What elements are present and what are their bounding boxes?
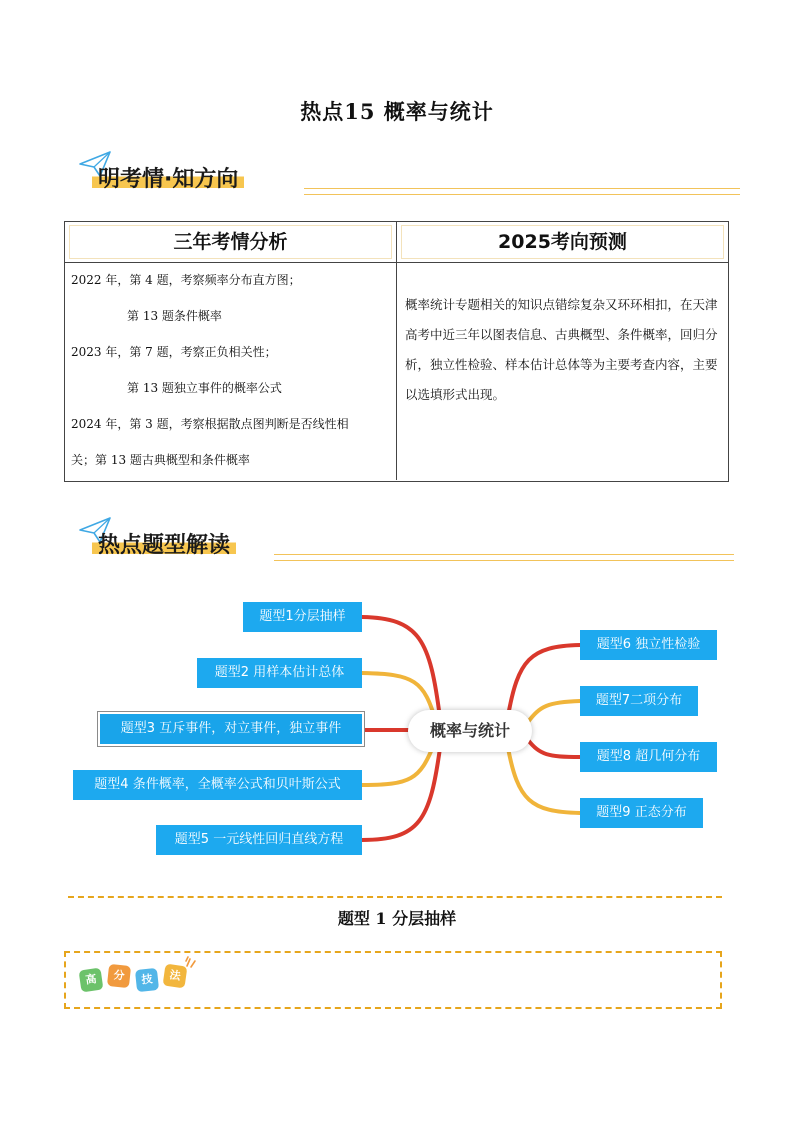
section-divider <box>68 896 722 898</box>
mindmap-node-type2[interactable]: 题型2 用样本估计总体 <box>197 658 362 688</box>
tip-badge: 法 <box>163 964 188 989</box>
mindmap-node-type8[interactable]: 题型8 超几何分布 <box>580 742 717 772</box>
mindmap-node-type1[interactable]: 题型1分层抽样 <box>243 602 362 632</box>
page-title: 热点15 概率与统计 <box>300 99 494 124</box>
mindmap-node-type7[interactable]: 题型7二项分布 <box>580 686 698 716</box>
table-header-forecast: 2025考向预测 <box>397 222 728 263</box>
analysis-line: 第 13 题独立事件的概率公式 <box>127 381 282 395</box>
section-banner: 热点题型解读 <box>92 528 236 554</box>
analysis-line: 第 13 题条件概率 <box>127 309 222 323</box>
mindmap-node-type3[interactable]: 题型3 互斥事件，对立事件，独立事件 <box>100 714 362 744</box>
tip-badge: 分 <box>107 964 131 988</box>
section-banner: 明考情·知方向 <box>92 162 244 188</box>
sparkle-icon <box>184 955 198 969</box>
analysis-line: 2024 年，第 3 题，考察根据散点图判断是否线性相 <box>71 417 349 431</box>
topic-title: 题型 1 分层抽样 <box>337 909 457 928</box>
tip-badge: 高 <box>79 968 104 993</box>
branch-line <box>528 701 580 722</box>
mindmap-node-type4[interactable]: 题型4 条件概率，全概率公式和贝叶斯公式 <box>73 770 362 800</box>
table-header-analysis: 三年考情分析 <box>65 222 397 263</box>
analysis-line: 2023 年，第 7 题，考察正负相关性； <box>71 345 277 359</box>
branch-line <box>362 748 440 840</box>
tip-badge: 技 <box>135 968 159 992</box>
high-score-tips-box <box>64 951 722 1009</box>
mindmap-node-type5[interactable]: 题型5 一元线性回归直线方程 <box>156 825 362 855</box>
analysis-line: 关；第 13 题古典概型和条件概率 <box>71 453 250 467</box>
branch-line <box>528 740 580 757</box>
mindmap-node-type6[interactable]: 题型6 独立性检验 <box>580 630 717 660</box>
analysis-line: 2022 年，第 4 题，考察频率分布直方图； <box>71 273 301 287</box>
mindmap-node-type9[interactable]: 题型9 正态分布 <box>580 798 703 828</box>
forecast-text: 概率统计专题相关的知识点错综复杂又环环相扣，在天津高考中近三年以图表信息、古典概型、条件概率，回归分析，独立性检验、样本估计总体等为主要考查内容，主要以选填形式出现。 <box>405 297 718 402</box>
mindmap-center-node[interactable]: 概率与统计 <box>408 710 532 752</box>
